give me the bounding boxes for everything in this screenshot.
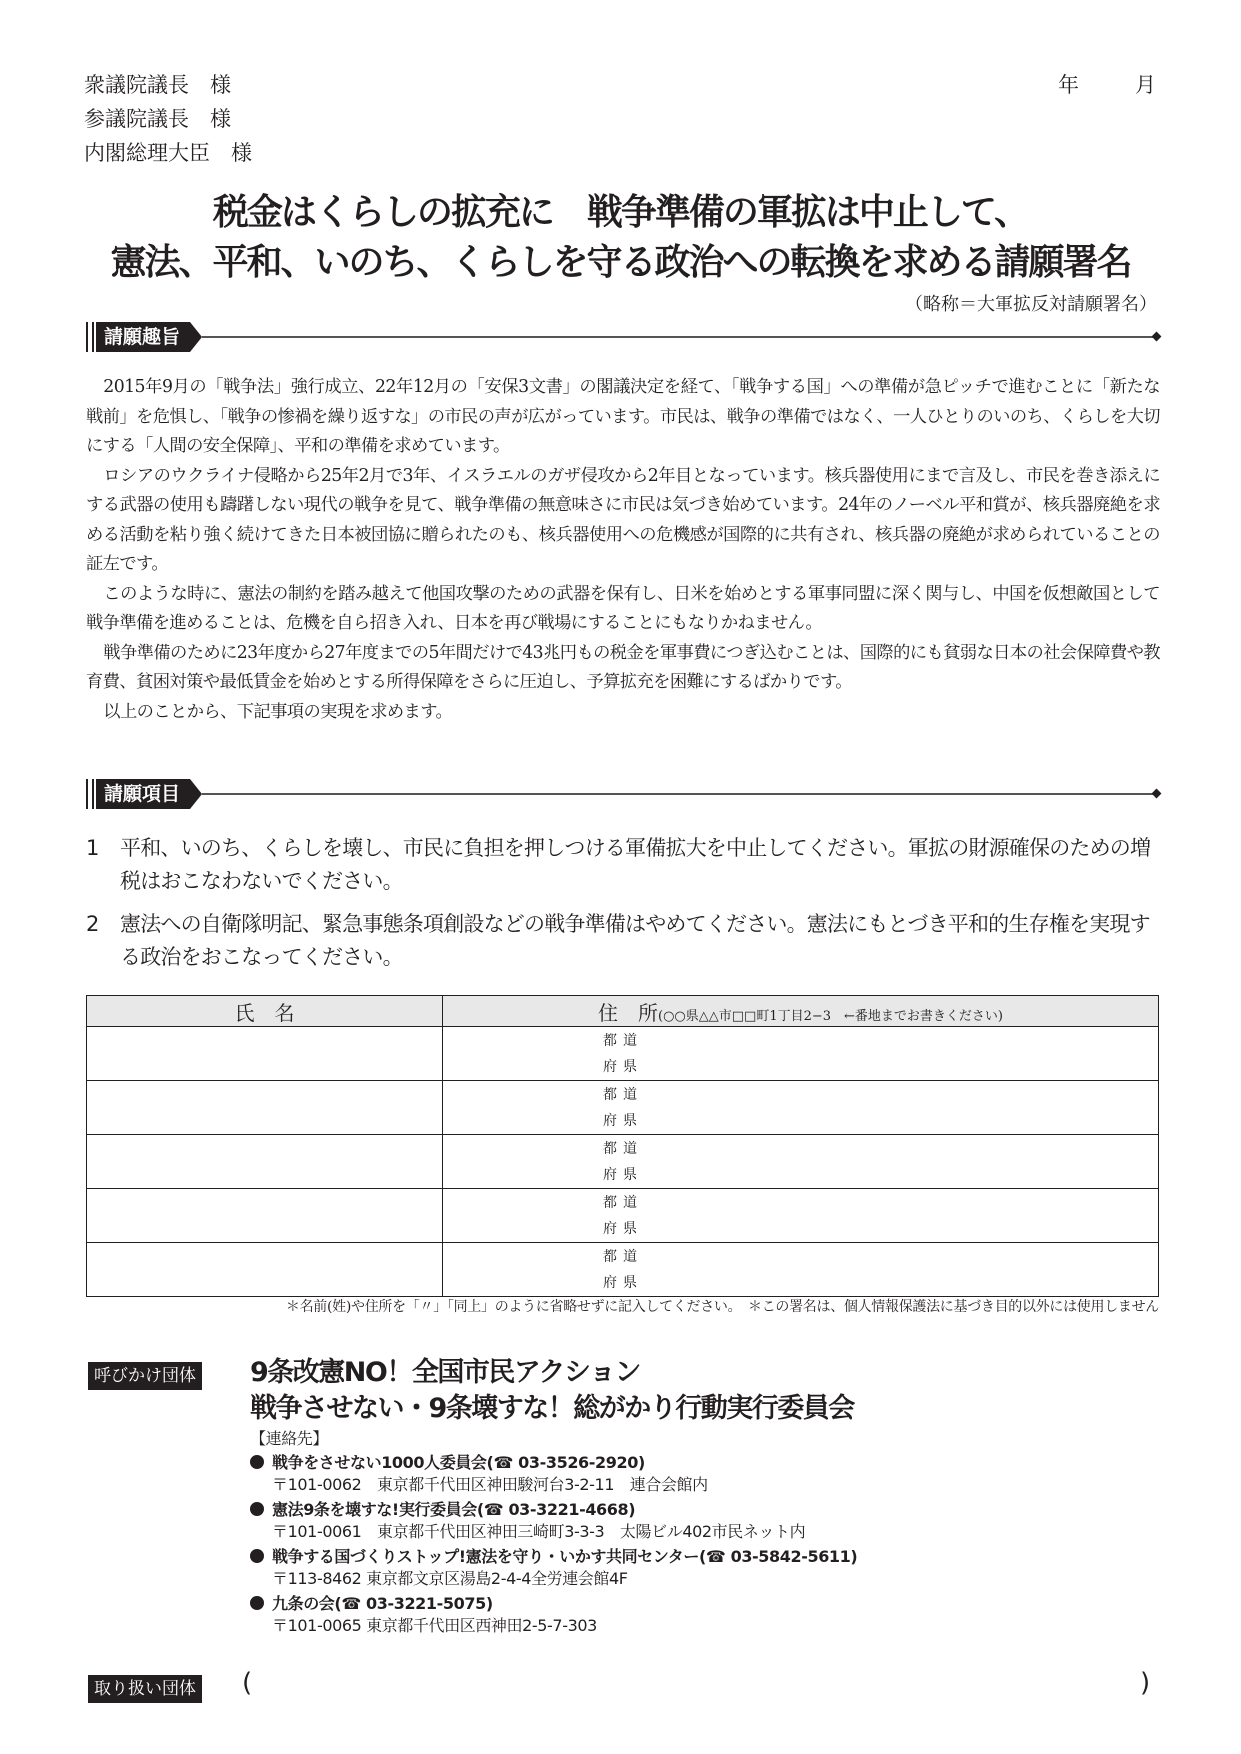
handler-open-paren: (: [242, 1668, 253, 1698]
contact-heading: 【連絡先】: [250, 1429, 329, 1448]
prefecture-label: [603, 1028, 643, 1080]
diamond-icon: [1152, 789, 1162, 799]
addressee-prime-minister: 内閣総理大臣 様: [84, 141, 252, 165]
prefecture-top: 都道: [603, 1248, 643, 1265]
section-label: 請願趣旨: [96, 322, 190, 352]
double-bar-icon: [86, 322, 94, 352]
address-header-label: 住 所: [598, 1000, 658, 1025]
signature-table: [86, 995, 1159, 1297]
divider-line: [202, 793, 1156, 795]
petition-item: [86, 832, 1160, 898]
name-column-header: [87, 996, 443, 1027]
page-title-line-1: 税金はくらしの拡充に 戦争準備の軍拡は中止して、: [212, 192, 1029, 233]
signature-row: [87, 1243, 1159, 1297]
name-cell[interactable]: [87, 1027, 443, 1081]
contact-list: [250, 1428, 857, 1640]
contact-name: 戦争する国づくりストップ!憲法を守り・いかす共同センター(☎ 03-5842-5611): [272, 1547, 858, 1566]
title-abbreviation: （略称＝大軍拡反対請願署名）: [905, 294, 1157, 315]
address-cell[interactable]: [443, 1135, 1159, 1189]
addressee-upper-house: 参議院議長 様: [84, 107, 231, 131]
contact-name: 憲法9条を壊すな!実行委員会(☎ 03-3221-4668): [272, 1500, 636, 1519]
double-bar-icon: [86, 779, 94, 809]
item-number: 1: [86, 836, 99, 860]
handler-input[interactable]: [268, 1672, 1128, 1702]
section-header-purpose: [86, 322, 1160, 352]
arrow-icon: [190, 322, 202, 352]
contact-entry: [250, 1452, 857, 1496]
signature-row: [87, 1027, 1159, 1081]
contact-name: 戦争をさせない1000人委員会(☎ 03-3526-2920): [272, 1453, 645, 1472]
name-cell[interactable]: [87, 1135, 443, 1189]
address-cell[interactable]: [443, 1243, 1159, 1297]
address-column-header: [443, 996, 1159, 1027]
section-label: 請願項目: [96, 779, 190, 809]
organizer-tag: 呼びかけ団体: [88, 1362, 202, 1390]
prefecture-bottom: 府県: [603, 1112, 643, 1129]
purpose-paragraph: 2015年9月の「戦争法」強行成立、22年12月の「安保3文書」の閣議決定を経て、「戦争する国」への準備が急ピッチで進むことに「新たな戦前」を危惧し、「戦争の惨禍を繰り返すな」の市民の声が広がっています。市民は、戦争の準備ではなく、一人ひとりのいのち、くらしを大切にする「人間の安全保障」、平和の準備を求めています。: [86, 377, 1160, 456]
prefecture-bottom: 府県: [603, 1166, 643, 1183]
name-cell[interactable]: [87, 1081, 443, 1135]
addressee-block: [84, 68, 252, 170]
prefecture-bottom: 府県: [603, 1058, 643, 1075]
handler-close-paren: ): [1140, 1668, 1151, 1698]
contact-address: 〒113-8462 東京都文京区湯島2-4-4全労連会館4F: [272, 1569, 628, 1588]
contact-entry: [250, 1499, 857, 1543]
signature-row: [87, 1189, 1159, 1243]
prefecture-label: [603, 1244, 643, 1296]
prefecture-label: [603, 1082, 643, 1134]
contact-entry: [250, 1593, 857, 1637]
petition-item: [86, 908, 1160, 974]
prefecture-top: 都道: [603, 1032, 643, 1049]
contact-address: 〒101-0062 東京都千代田区神田駿河台3-2-11 連合会館内: [272, 1475, 708, 1494]
section-header-items: [86, 779, 1160, 809]
purpose-paragraph: 戦争準備のために23年度から27年度までの5年間だけで43兆円もの税金を軍事費につぎ込むことは、国際的にも貧弱な日本の社会保障費や教育費、貧困対策や最低賃金を始めとする所得保障をさらに圧迫し、予算拡充を困難にするばかりです。: [86, 642, 1160, 692]
name-header-label: 氏 名: [234, 1000, 295, 1025]
signature-row: [87, 1135, 1159, 1189]
item-number: 2: [86, 912, 99, 936]
petition-items: [86, 832, 1160, 984]
signature-row: [87, 1081, 1159, 1135]
date-field: [1058, 68, 1156, 102]
diamond-icon: [1152, 332, 1162, 342]
page-title-line-2: 憲法、平和、いのち、くらしを守る政治への転換を求める請願署名: [110, 242, 1131, 283]
bullet-icon: [250, 1596, 264, 1610]
prefecture-bottom: 府県: [603, 1274, 643, 1291]
item-text: 平和、いのち、くらしを壊し、市民に負担を押しつける軍備拡大を中止してください。軍拡の財源確保のための増税はおこなわないでください。: [120, 836, 1151, 893]
purpose-text: [86, 373, 1160, 727]
addressee-lower-house: 衆議院議長 様: [84, 73, 231, 97]
prefecture-label: [603, 1190, 643, 1242]
purpose-paragraph: このような時に、憲法の制約を踏み越えて他国攻撃のための武器を保有し、日米を始めとする軍事同盟に深く関与し、中国を仮想敵国として戦争準備を進めることは、危機を自ら招き入れ、日本を再び戦場にすることにもなりかねません。: [86, 583, 1160, 633]
prefecture-top: 都道: [603, 1194, 643, 1211]
prefecture-label: [603, 1136, 643, 1188]
prefecture-top: 都道: [603, 1140, 643, 1157]
signature-notes: ＊名前(姓)や住所を「〃」「同上」のように省略せずに記入してください。 ＊この署名は、個人情報保護法に基づき目的以外には使用しません: [285, 1299, 1159, 1315]
contact-address: 〒101-0065 東京都千代田区西神田2-5-7-303: [272, 1616, 597, 1635]
prefecture-top: 都道: [603, 1086, 643, 1103]
item-text: 憲法への自衛隊明記、緊急事態条項創設などの戦争準備はやめてください。憲法にもとづき平和的生存権を実現する政治をおこなってください。: [120, 912, 1150, 969]
organizer-2: 戦争させない・9条壊すな！総がかり行動実行委員会: [250, 1393, 854, 1424]
purpose-paragraph: ロシアのウクライナ侵略から25年2月で3年、イスラエルのガザ侵攻から2年目となっています。核兵器使用にまで言及し、市民を巻き添えにする武器の使用も躊躇しない現代の戦争を見て、戦争準備の無意味さに市民は気づき始めています。24年のノーベル平和賞が、核兵器廃絶を求める活動を粘り強く続けてきた日本被団協に贈られたのも、核兵器使用への危機感が国際的に共有され、核兵器の廃絶が求められていることの証左です。: [86, 465, 1160, 574]
year-label: 年: [1058, 73, 1079, 97]
prefecture-bottom: 府県: [603, 1220, 643, 1237]
name-cell[interactable]: [87, 1243, 443, 1297]
month-label: 月: [1135, 73, 1156, 97]
address-cell[interactable]: [443, 1081, 1159, 1135]
contact-entry: [250, 1546, 857, 1590]
name-cell[interactable]: [87, 1189, 443, 1243]
contact-name: 九条の会(☎ 03-3221-5075): [272, 1594, 493, 1613]
contact-address: 〒101-0061 東京都千代田区神田三崎町3-3-3 太陽ビル402市民ネット内: [272, 1522, 806, 1541]
bullet-icon: [250, 1502, 264, 1516]
arrow-icon: [190, 779, 202, 809]
bullet-icon: [250, 1549, 264, 1563]
purpose-paragraph: 以上のことから、下記事項の実現を求めます。: [103, 701, 453, 722]
address-cell[interactable]: [443, 1027, 1159, 1081]
organizer-1: 9条改憲NO！全国市民アクション: [250, 1357, 640, 1388]
handler-tag: 取り扱い団体: [88, 1675, 202, 1703]
address-hint: (○○県△△市□□町1丁目2−3 ←番地までお書きください): [658, 1008, 1003, 1024]
bullet-icon: [250, 1455, 264, 1469]
address-cell[interactable]: [443, 1189, 1159, 1243]
divider-line: [202, 336, 1156, 338]
